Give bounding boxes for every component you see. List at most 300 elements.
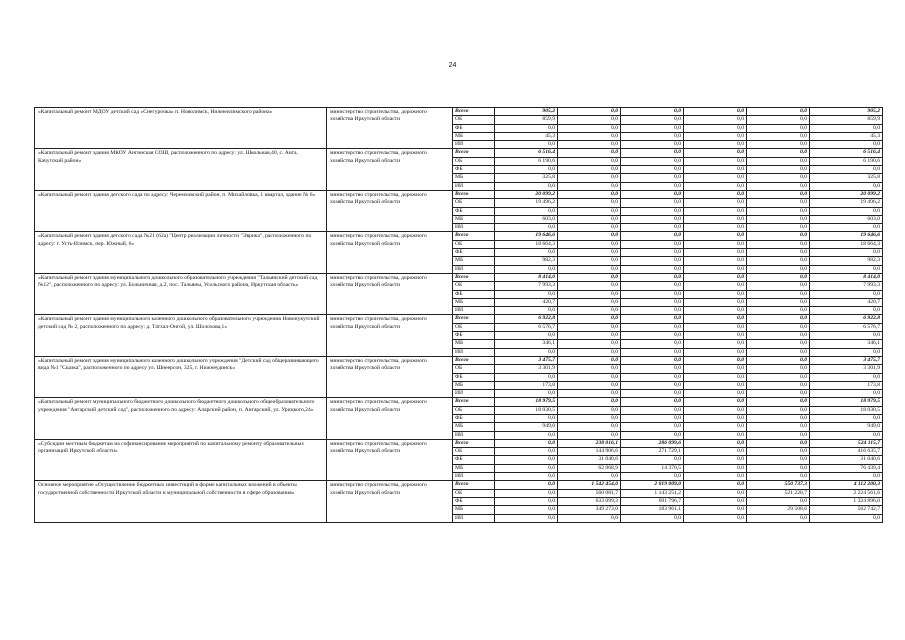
total-value-cell: 18 979,5 (810, 398, 883, 406)
year-value-cell: 0,0 (495, 448, 558, 456)
year-value-cell: 0,0 (684, 315, 747, 323)
page-number: 24 (448, 62, 457, 69)
year-value-cell: 1 143 251,2 (621, 489, 684, 497)
funding-source-cell: ОБ (453, 240, 495, 248)
year-value-cell: 0,0 (684, 249, 747, 257)
table-row (35, 232, 883, 240)
funding-source-cell: ОБ (453, 282, 495, 290)
year-value-cell: 0,0 (747, 332, 810, 340)
year-value-cell: 521 228,7 (747, 489, 810, 497)
year-value-cell: 0,0 (684, 381, 747, 389)
year-value-cell: 0,0 (621, 307, 684, 315)
year-value-cell: 0,0 (558, 141, 621, 149)
year-value-cell: 0,0 (495, 332, 558, 340)
year-value-cell: 0,0 (495, 414, 558, 422)
year-value-cell: 0,0 (621, 240, 684, 248)
year-value-cell: 0,0 (684, 257, 747, 265)
funding-source-cell: ИИ (453, 265, 495, 273)
year-value-cell: 0,0 (558, 249, 621, 257)
year-value-cell: 0,0 (558, 332, 621, 340)
total-value-cell: 3 301,9 (810, 365, 883, 373)
year-value-cell: 3 475,7 (495, 356, 558, 364)
total-value-cell: 949,0 (810, 423, 883, 431)
table-row (35, 439, 883, 447)
year-value-cell: 0,0 (495, 207, 558, 215)
year-value-cell: 18 030,5 (495, 406, 558, 414)
project-name-cell: «Капитальный ремонт муниципального бюджетного дошкольного бюджетного дошкольного общеобразовательного учреждения "Ангарский детский сад", расположенного по адресу: Аларский район, п. Ангарский, ул. Урицкого,24» (35, 398, 327, 439)
year-value-cell: 0,0 (684, 481, 747, 489)
year-value-cell: 0,0 (747, 497, 810, 505)
project-name-cell: Основное мероприятие «Осуществление бюджетных инвестиций в форме капитальных вложений в объекты государственной собственности Иркутской области и муниципальной собственности в сфере образования» (35, 481, 327, 522)
year-value-cell: 0,0 (495, 431, 558, 439)
year-value-cell: 31 040,6 (558, 456, 621, 464)
total-value-cell: 0,0 (810, 182, 883, 190)
year-value-cell: 0,0 (747, 207, 810, 215)
year-value-cell: 0,0 (684, 456, 747, 464)
year-value-cell: 0,0 (684, 132, 747, 140)
table-row (35, 315, 883, 323)
year-value-cell: 0,0 (558, 431, 621, 439)
total-value-cell: 0,0 (810, 514, 883, 522)
year-value-cell: 0,0 (558, 356, 621, 364)
total-value-cell: 0,0 (810, 348, 883, 356)
year-value-cell: 0,0 (558, 174, 621, 182)
year-value-cell: 0,0 (558, 414, 621, 422)
year-value-cell: 0,0 (621, 473, 684, 481)
funding-source-cell: ФБ (453, 497, 495, 505)
year-value-cell: 3 301,9 (495, 365, 558, 373)
year-value-cell: 0,0 (558, 157, 621, 165)
year-value-cell: 0,0 (558, 116, 621, 124)
total-value-cell: 0,0 (810, 307, 883, 315)
year-value-cell: 346,1 (495, 340, 558, 348)
total-value-cell: 0,0 (810, 224, 883, 232)
year-value-cell: 0,0 (684, 224, 747, 232)
year-value-cell: 0,0 (747, 232, 810, 240)
year-value-cell: 0,0 (684, 390, 747, 398)
year-value-cell: 603,0 (495, 215, 558, 223)
year-value-cell: 0,0 (747, 323, 810, 331)
year-value-cell: 0,0 (747, 431, 810, 439)
year-value-cell: 0,0 (747, 199, 810, 207)
total-value-cell: 18 664,3 (810, 240, 883, 248)
funding-source-cell: ФБ (453, 124, 495, 132)
year-value-cell: 0,0 (747, 356, 810, 364)
total-value-cell: 19 496,2 (810, 199, 883, 207)
total-value-cell: 8 414,0 (810, 273, 883, 281)
year-value-cell: 0,0 (747, 340, 810, 348)
year-value-cell: 0,0 (621, 157, 684, 165)
year-value-cell: 420,7 (495, 298, 558, 306)
year-value-cell: 19 646,6 (495, 232, 558, 240)
total-value-cell: 19 646,6 (810, 232, 883, 240)
year-value-cell: 0,0 (558, 224, 621, 232)
year-value-cell: 0,0 (495, 290, 558, 298)
total-value-cell: 0,0 (810, 414, 883, 422)
year-value-cell: 0,0 (684, 448, 747, 456)
year-value-cell: 0,0 (747, 381, 810, 389)
table-row (35, 273, 883, 281)
total-value-cell: 0,0 (810, 290, 883, 298)
year-value-cell: 0,0 (684, 232, 747, 240)
responsible-executor-cell: министерство строительства, дорожного хозяйства Иркутской области (327, 439, 453, 480)
year-value-cell: 0,0 (747, 174, 810, 182)
year-value-cell: 859,9 (495, 116, 558, 124)
year-value-cell: 0,0 (558, 273, 621, 281)
project-name-cell: «Капитальный ремонт здания муниципального казенного дошкольного учреждения "Детский сад общеразвивающего вида №1 "Сказка", расположенного по адресу ул. Шнеерсон, 325, г. Нижнеудинск» (35, 356, 327, 397)
year-value-cell: 0,0 (495, 489, 558, 497)
year-value-cell: 0,0 (495, 390, 558, 398)
year-value-cell: 0,0 (684, 290, 747, 298)
year-value-cell: 0,0 (495, 124, 558, 132)
funding-source-cell: ФБ (453, 207, 495, 215)
year-value-cell: 6 576,7 (495, 323, 558, 331)
total-value-cell: 325,8 (810, 174, 883, 182)
funding-source-cell: ФБ (453, 290, 495, 298)
project-name-cell: «Капитальный ремонт здания детского сада по адресу: Черемховский район, п. Михайловка, 1 квартал, здание № 6» (35, 190, 327, 231)
year-value-cell: 144 906,6 (558, 448, 621, 456)
year-value-cell: 0,0 (621, 431, 684, 439)
year-value-cell: 0,0 (684, 414, 747, 422)
year-value-cell: 0,0 (558, 265, 621, 273)
responsible-executor-cell: министерство строительства, дорожного хозяйства Иркутской области (327, 273, 453, 314)
year-value-cell: 0,0 (621, 124, 684, 132)
year-value-cell: 0,0 (684, 207, 747, 215)
year-value-cell: 0,0 (621, 232, 684, 240)
total-value-cell: 3 475,7 (810, 356, 883, 364)
funding-source-cell: Всего (453, 149, 495, 157)
year-value-cell: 0,0 (558, 199, 621, 207)
year-value-cell: 0,0 (495, 265, 558, 273)
year-value-cell: 0,0 (684, 215, 747, 223)
year-value-cell: 0,0 (684, 149, 747, 157)
funding-source-cell: ОБ (453, 199, 495, 207)
year-value-cell: 0,0 (684, 166, 747, 174)
year-value-cell: 0,0 (621, 132, 684, 140)
total-value-cell: 20 099,2 (810, 190, 883, 198)
year-value-cell: 560 081,7 (558, 489, 621, 497)
funding-source-cell: ФБ (453, 332, 495, 340)
year-value-cell: 0,0 (747, 373, 810, 381)
year-value-cell: 0,0 (558, 182, 621, 190)
funding-source-cell: МБ (453, 174, 495, 182)
responsible-executor-cell: министерство строительства, дорожного хозяйства Иркутской области (327, 398, 453, 439)
total-value-cell: 0,0 (810, 431, 883, 439)
year-value-cell: 0,0 (495, 473, 558, 481)
project-name-cell: «Капитальный ремонт здания МКОУ Ангинская СОШ, расположенного по адресу: ул. Школьная,40, с. Анга, Качугский район» (35, 149, 327, 190)
year-value-cell: 0,0 (684, 489, 747, 497)
year-value-cell: 0,0 (558, 108, 621, 116)
year-value-cell: 0,0 (684, 406, 747, 414)
year-value-cell: 0,0 (747, 190, 810, 198)
year-value-cell: 0,0 (621, 224, 684, 232)
year-value-cell: 0,0 (684, 439, 747, 447)
year-value-cell: 0,0 (747, 390, 810, 398)
funding-source-cell: ФБ (453, 249, 495, 257)
year-value-cell: 0,0 (684, 473, 747, 481)
year-value-cell: 0,0 (684, 141, 747, 149)
year-value-cell: 0,0 (558, 423, 621, 431)
year-value-cell: 0,0 (621, 373, 684, 381)
funding-source-cell: МБ (453, 506, 495, 514)
year-value-cell: 0,0 (495, 514, 558, 522)
year-value-cell: 633 099,3 (558, 497, 621, 505)
total-value-cell: 416 635,7 (810, 448, 883, 456)
year-value-cell: 0,0 (684, 265, 747, 273)
funding-source-cell: ФБ (453, 373, 495, 381)
total-value-cell: 0,0 (810, 207, 883, 215)
year-value-cell: 0,0 (558, 240, 621, 248)
funding-source-cell: МБ (453, 464, 495, 472)
year-value-cell: 0,0 (684, 282, 747, 290)
year-value-cell: 0,0 (747, 365, 810, 373)
year-value-cell: 0,0 (495, 481, 558, 489)
year-value-cell: 982,3 (495, 257, 558, 265)
year-value-cell: 0,0 (684, 423, 747, 431)
year-value-cell: 0,0 (558, 514, 621, 522)
year-value-cell: 0,0 (558, 365, 621, 373)
total-value-cell: 905,2 (810, 108, 883, 116)
year-value-cell: 0,0 (621, 298, 684, 306)
year-value-cell: 0,0 (684, 298, 747, 306)
funding-source-cell: ИИ (453, 473, 495, 481)
year-value-cell: 0,0 (684, 431, 747, 439)
funding-source-cell: Всего (453, 232, 495, 240)
total-value-cell: 0,0 (810, 373, 883, 381)
year-value-cell: 0,0 (495, 456, 558, 464)
table-body (35, 108, 883, 523)
year-value-cell: 0,0 (558, 406, 621, 414)
year-value-cell: 0,0 (747, 473, 810, 481)
year-value-cell: 0,0 (558, 373, 621, 381)
funding-source-cell: МБ (453, 423, 495, 431)
year-value-cell: 0,0 (747, 423, 810, 431)
year-value-cell: 18 664,3 (495, 240, 558, 248)
total-value-cell: 859,9 (810, 116, 883, 124)
year-value-cell: 0,0 (621, 199, 684, 207)
year-value-cell: 0,0 (621, 166, 684, 174)
year-value-cell: 238 016,1 (558, 439, 621, 447)
table-row (35, 398, 883, 406)
funding-source-cell: ИИ (453, 431, 495, 439)
table-row (35, 190, 883, 198)
funding-source-cell: ФБ (453, 414, 495, 422)
total-value-cell: 173,8 (810, 381, 883, 389)
year-value-cell: 0,0 (747, 149, 810, 157)
year-value-cell: 0,0 (684, 182, 747, 190)
year-value-cell: 0,0 (558, 315, 621, 323)
year-value-cell: 0,0 (684, 157, 747, 165)
funding-source-cell: ИИ (453, 182, 495, 190)
year-value-cell: 0,0 (558, 298, 621, 306)
project-name-cell: «Субсидии местным бюджетам на софинансирование мероприятий по капитальному ремонту образовательных организаций Иркутской области» (35, 439, 327, 480)
year-value-cell: 20 099,2 (495, 190, 558, 198)
year-value-cell: 0,0 (684, 464, 747, 472)
year-value-cell: 0,0 (558, 215, 621, 223)
table-row (35, 108, 883, 116)
year-value-cell: 0,0 (558, 232, 621, 240)
year-value-cell: 0,0 (495, 141, 558, 149)
year-value-cell: 0,0 (747, 290, 810, 298)
year-value-cell: 0,0 (621, 290, 684, 298)
year-value-cell: 6 516,4 (495, 149, 558, 157)
year-value-cell: 0,0 (747, 116, 810, 124)
year-value-cell: 0,0 (684, 373, 747, 381)
responsible-executor-cell: министерство строительства, дорожного хозяйства Иркутской области (327, 149, 453, 190)
year-value-cell: 6 190,6 (495, 157, 558, 165)
total-value-cell: 7 993,3 (810, 282, 883, 290)
year-value-cell: 0,0 (621, 315, 684, 323)
year-value-cell: 0,0 (621, 249, 684, 257)
year-value-cell: 2 019 009,0 (621, 481, 684, 489)
total-value-cell: 2 224 561,6 (810, 489, 883, 497)
year-value-cell: 0,0 (495, 224, 558, 232)
total-value-cell: 6 576,7 (810, 323, 883, 331)
responsible-executor-cell: министерство строительства, дорожного хозяйства Иркутской области (327, 356, 453, 397)
year-value-cell: 0,0 (747, 273, 810, 281)
year-value-cell: 0,0 (621, 390, 684, 398)
funding-source-cell: ОБ (453, 365, 495, 373)
year-value-cell: 0,0 (495, 249, 558, 257)
year-value-cell: 0,0 (621, 190, 684, 198)
total-value-cell: 1 324 896,0 (810, 497, 883, 505)
year-value-cell: 0,0 (684, 307, 747, 315)
year-value-cell: 0,0 (621, 381, 684, 389)
funding-source-cell: ОБ (453, 489, 495, 497)
year-value-cell: 0,0 (747, 414, 810, 422)
year-value-cell: 0,0 (558, 307, 621, 315)
year-value-cell: 0,0 (747, 298, 810, 306)
funding-source-cell: МБ (453, 340, 495, 348)
year-value-cell: 0,0 (495, 166, 558, 174)
funding-source-cell: ОБ (453, 323, 495, 331)
year-value-cell: 0,0 (747, 456, 810, 464)
total-value-cell: 6 922,8 (810, 315, 883, 323)
year-value-cell: 1 542 454,0 (558, 481, 621, 489)
year-value-cell: 0,0 (558, 290, 621, 298)
year-value-cell: 0,0 (621, 282, 684, 290)
year-value-cell: 14 370,5 (621, 464, 684, 472)
year-value-cell: 0,0 (558, 190, 621, 198)
year-value-cell: 173,8 (495, 381, 558, 389)
total-value-cell: 0,0 (810, 249, 883, 257)
year-value-cell: 0,0 (495, 348, 558, 356)
year-value-cell: 0,0 (621, 423, 684, 431)
year-value-cell: 0,0 (621, 365, 684, 373)
year-value-cell: 0,0 (747, 249, 810, 257)
year-value-cell: 0,0 (495, 439, 558, 447)
responsible-executor-cell: министерство строительства, дорожного хозяйства Иркутской области (327, 190, 453, 231)
year-value-cell: 0,0 (558, 323, 621, 331)
year-value-cell: 0,0 (621, 207, 684, 215)
year-value-cell: 0,0 (684, 199, 747, 207)
year-value-cell: 0,0 (495, 373, 558, 381)
year-value-cell: 18 979,5 (495, 398, 558, 406)
project-name-cell: «Капитальный ремонт здания детского сада №21 (62а) "Центр реализации личности "Эврика", расположенного по адресу: г. Усть-Илимск, пер. Южный, 6» (35, 232, 327, 273)
year-value-cell: 0,0 (684, 273, 747, 281)
funding-source-cell: ФБ (453, 166, 495, 174)
year-value-cell: 0,0 (684, 108, 747, 116)
year-value-cell: 325,8 (495, 174, 558, 182)
year-value-cell: 0,0 (558, 166, 621, 174)
funding-source-cell: ОБ (453, 448, 495, 456)
year-value-cell: 0,0 (747, 282, 810, 290)
year-value-cell: 62 068,9 (558, 464, 621, 472)
year-value-cell: 8 414,0 (495, 273, 558, 281)
year-value-cell: 0,0 (747, 348, 810, 356)
year-value-cell: 0,0 (747, 141, 810, 149)
year-value-cell: 0,0 (621, 265, 684, 273)
responsible-executor-cell: министерство строительства, дорожного хозяйства Иркутской области (327, 315, 453, 356)
year-value-cell: 7 993,3 (495, 282, 558, 290)
funding-source-cell: ИИ (453, 348, 495, 356)
year-value-cell: 0,0 (684, 190, 747, 198)
year-value-cell: 0,0 (495, 307, 558, 315)
year-value-cell: 19 496,2 (495, 199, 558, 207)
funding-source-cell: МБ (453, 381, 495, 389)
year-value-cell: 0,0 (684, 332, 747, 340)
year-value-cell: 905,2 (495, 108, 558, 116)
year-value-cell: 0,0 (558, 207, 621, 215)
funding-source-cell: Всего (453, 398, 495, 406)
funding-table (34, 107, 883, 523)
total-value-cell: 0,0 (810, 473, 883, 481)
year-value-cell: 0,0 (684, 174, 747, 182)
year-value-cell: 691 796,7 (621, 497, 684, 505)
year-value-cell: 0,0 (747, 307, 810, 315)
year-value-cell: 0,0 (495, 497, 558, 505)
year-value-cell: 0,0 (621, 348, 684, 356)
funding-source-cell: МБ (453, 215, 495, 223)
year-value-cell: 183 961,1 (621, 506, 684, 514)
year-value-cell: 0,0 (495, 506, 558, 514)
year-value-cell: 0,0 (747, 315, 810, 323)
year-value-cell: 0,0 (747, 157, 810, 165)
funding-source-cell: ИИ (453, 390, 495, 398)
funding-source-cell: МБ (453, 257, 495, 265)
year-value-cell: 286 099,6 (621, 439, 684, 447)
year-value-cell: 0,0 (684, 356, 747, 364)
funding-source-cell: МБ (453, 132, 495, 140)
total-value-cell: 45,3 (810, 132, 883, 140)
total-value-cell: 0,0 (810, 166, 883, 174)
year-value-cell: 349 273,0 (558, 506, 621, 514)
total-value-cell: 0,0 (810, 265, 883, 273)
year-value-cell: 0,0 (747, 448, 810, 456)
year-value-cell: 0,0 (747, 265, 810, 273)
total-value-cell: 346,1 (810, 340, 883, 348)
year-value-cell: 0,0 (621, 215, 684, 223)
year-value-cell: 0,0 (621, 356, 684, 364)
total-value-cell: 603,0 (810, 215, 883, 223)
year-value-cell: 0,0 (558, 390, 621, 398)
total-value-cell: 524 115,7 (810, 439, 883, 447)
year-value-cell: 6 922,8 (495, 315, 558, 323)
year-value-cell: 0,0 (747, 240, 810, 248)
funding-source-cell: ИИ (453, 224, 495, 232)
year-value-cell: 0,0 (558, 124, 621, 132)
year-value-cell: 0,0 (621, 323, 684, 331)
year-value-cell: 0,0 (684, 365, 747, 373)
year-value-cell: 0,0 (747, 398, 810, 406)
year-value-cell: 271 729,1 (621, 448, 684, 456)
year-value-cell: 0,0 (621, 149, 684, 157)
total-value-cell: 18 030,5 (810, 406, 883, 414)
year-value-cell: 0,0 (558, 257, 621, 265)
project-name-cell: «Капитальный ремонт здания муниципального казенного дошкольного образовательного учреждения Новонукутский детский сад № 2, расположенного по адресу: д. Татхал-Онгой, ул. Шолохова,1» (35, 315, 327, 356)
year-value-cell: 0,0 (558, 282, 621, 290)
year-value-cell: 0,0 (558, 381, 621, 389)
